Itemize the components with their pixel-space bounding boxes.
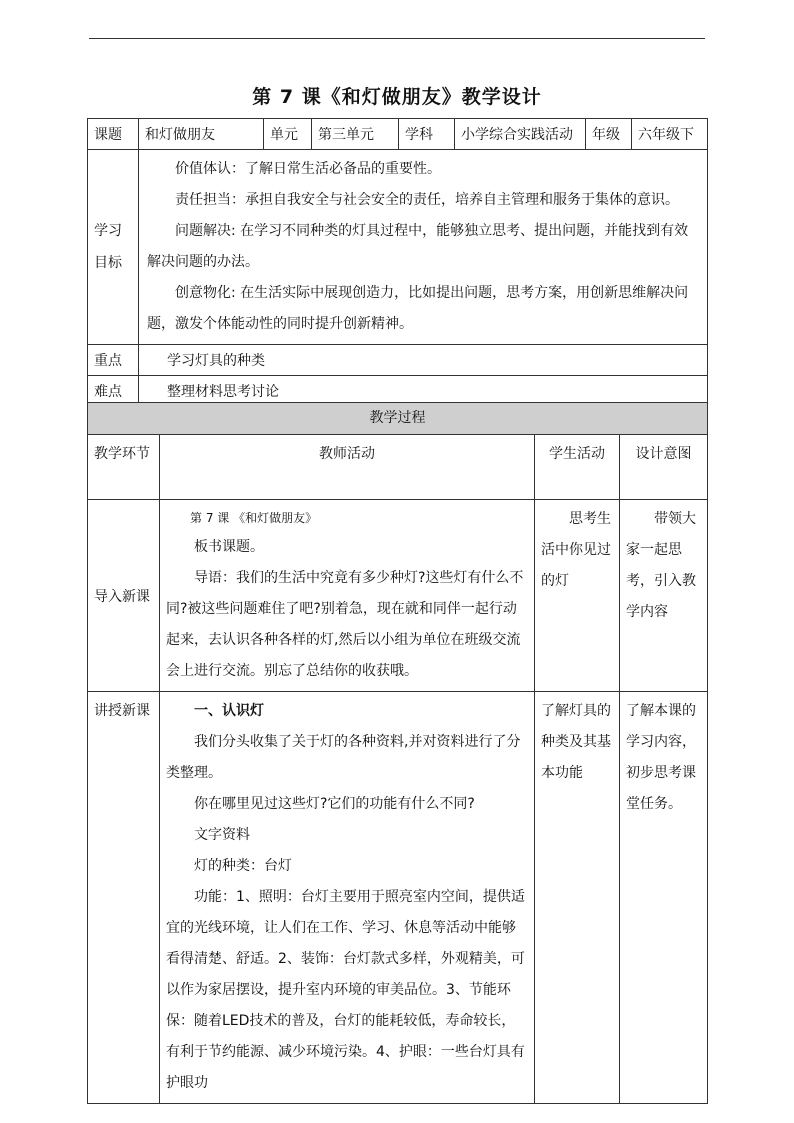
design-intent: [620, 692, 708, 1104]
topic-label: 课题: [88, 119, 139, 150]
difficulty-value: 整理材料思考讨论: [139, 376, 708, 407]
student-activity: [535, 692, 620, 1104]
teacher-line: 板书课题。: [194, 539, 264, 555]
unit-label: 单元: [264, 119, 312, 150]
teacher-line: 导语：我们的生活中究竟有多少种灯?这些灯有什么不同?被这些问题难住了吧?别着急，现在就和同伴一起行动起来，去认识各种各样的灯,然后以小组为单位在班级交流会上进行交流。别忘了总结你的收获哦。: [166, 570, 524, 679]
stage-cell: 导入新课: [88, 500, 160, 692]
key-point-label: 重点: [88, 345, 139, 376]
teacher-line: 文字资料: [194, 827, 250, 843]
teacher-heading: 一、认识灯: [194, 703, 264, 719]
grade-value: 六年级下: [632, 119, 708, 150]
header-stage: 教学环节: [88, 435, 160, 500]
key-point-value: 学习灯具的种类: [139, 345, 708, 376]
page-title: 第 7 课《和灯做朋友》教学设计: [252, 86, 542, 108]
goal-item: 问题解决: 在学习不同种类的灯具过程中，能够独立思考、提出问题，并能找到有效解决问题的办法。: [147, 223, 689, 270]
student-text: 思考生活中你见过的灯: [541, 511, 611, 589]
topic-value: 和灯做朋友: [139, 119, 264, 150]
teacher-line: 你在哪里见过这些灯?它们的功能有什么不同?: [194, 796, 475, 812]
header-design: 设计意图: [620, 435, 708, 500]
table-row: [88, 692, 708, 1104]
goals-row: [88, 150, 708, 345]
process-table: [87, 402, 708, 1104]
teacher-line: 我们分头收集了关于灯的各种资料,并对资料进行了分类整理。: [166, 734, 521, 781]
header-student: 学生活动: [535, 435, 620, 500]
goals-label: [88, 150, 139, 345]
table-row: [88, 500, 708, 692]
process-band-row: [88, 403, 708, 435]
teacher-line: 灯的种类：台灯: [194, 858, 292, 874]
teacher-activity: [160, 500, 535, 692]
grade-label: 年级: [586, 119, 632, 150]
student-activity: [535, 500, 620, 692]
stage-cell: 讲授新课: [88, 692, 160, 1104]
goal-item: 责任担当：承担自我安全与社会安全的责任，培养自主管理和服务于集体的意识。: [175, 192, 679, 208]
header-teacher: 教师活动: [160, 435, 535, 500]
goals-label-line1: 学习: [94, 223, 122, 239]
difficulty-label: 难点: [88, 376, 139, 407]
goals-content: [139, 150, 708, 345]
teacher-line: 功能：1、照明：台灯主要用于照亮室内空间，提供适宜的光线环境，让人们在工作、学习、休息等活动中能够看得清楚、舒适。2、装饰：台灯款式多样，外观精美，可以作为家居摆设，提升室内环境的审美品位。3、节能环保：随着LED技术的普及，台灯的能耗较低，寿命较长，有利于节约能源、减少环境污染。4、护眼：一些台灯具有护眼功: [166, 889, 525, 1091]
info-row: [88, 119, 708, 150]
key-point-row: [88, 345, 708, 376]
design-intent: [620, 500, 708, 692]
teacher-heading: 第 7 课 《和灯做朋友》: [190, 511, 318, 525]
design-text: 带领大家一起思考，引入教学内容: [626, 511, 696, 620]
goal-item: 创意物化: 在生活实际中展现创造力，比如提出问题，思考方案，用创新思维解决问题，激发个体能动性的同时提升创新精神。: [147, 285, 689, 332]
goals-label-line2: 目标: [94, 255, 122, 271]
unit-value: 第三单元: [312, 119, 399, 150]
subject-value: 小学综合实践活动: [455, 119, 586, 150]
header-rule: [89, 38, 705, 39]
info-table: [87, 118, 708, 407]
goal-item: 价值体认：了解日常生活必备品的重要性。: [175, 161, 441, 177]
design-text: 了解本课的学习内容，初步思考课堂任务。: [626, 703, 696, 812]
process-band: 教学过程: [88, 403, 708, 435]
teacher-activity: [160, 692, 535, 1104]
student-text: 了解灯具的种类及其基本功能: [541, 703, 611, 781]
subject-label: 学科: [399, 119, 455, 150]
process-header-row: [88, 435, 708, 500]
